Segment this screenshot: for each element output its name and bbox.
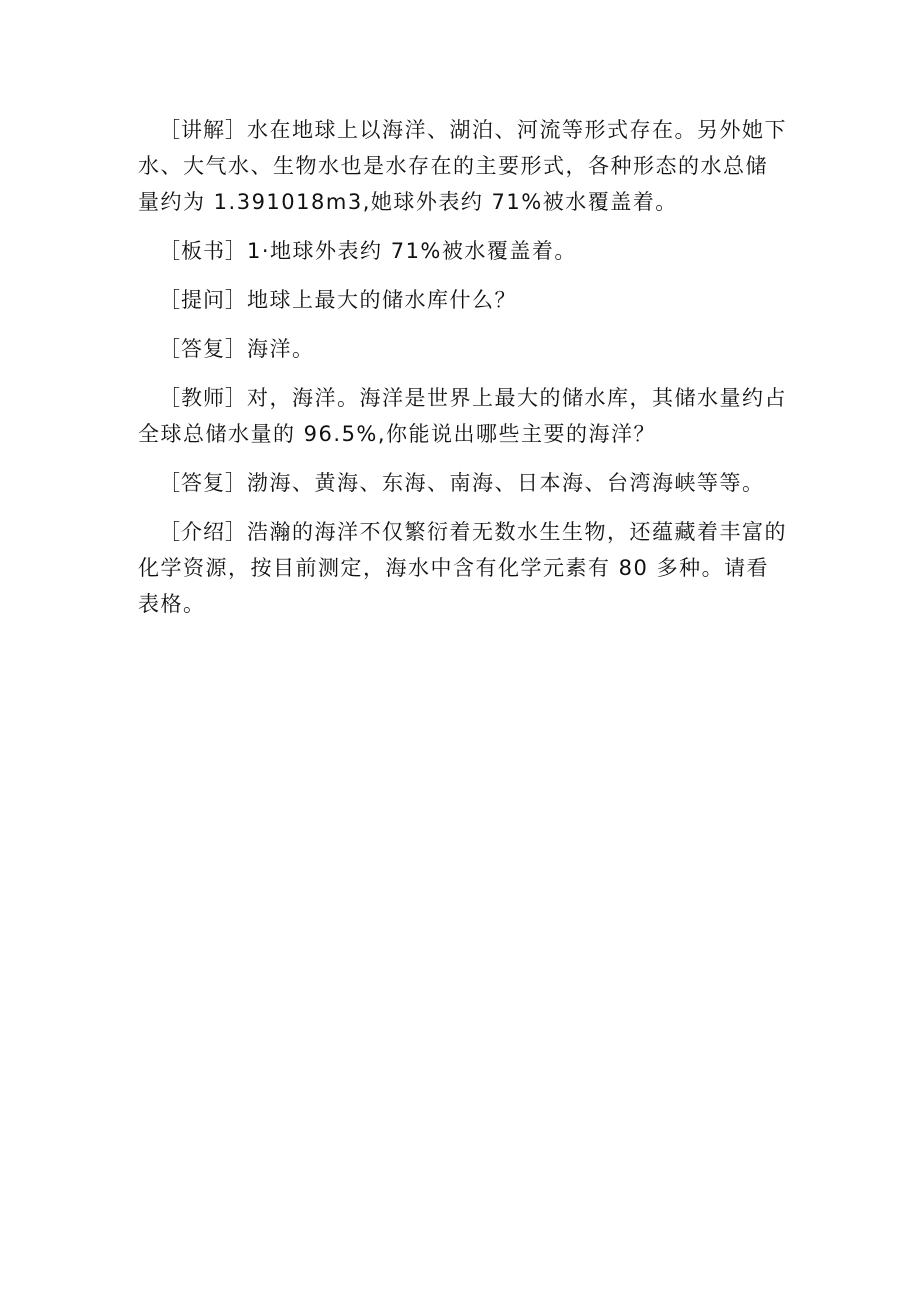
paragraph-answer xyxy=(138,465,788,501)
paragraph-text: 浩瀚的海洋不仅繁衍着无数水生生物，还蕴藏着丰富的化学资源，按目前测定，海水中含有化学元素有 80 多种。请看表格。 xyxy=(138,520,787,616)
paragraph-tag: ［答复］ xyxy=(159,337,247,361)
paragraph-tag: ［教师］ xyxy=(159,386,247,410)
paragraph-tag: ［板书］ xyxy=(159,239,247,263)
paragraph-board-note xyxy=(138,233,788,269)
paragraph-teacher xyxy=(138,380,788,452)
paragraph-lecture xyxy=(138,112,788,220)
paragraph-tag: ［答复］ xyxy=(159,471,247,495)
paragraph-text: 1·地球外表约 71%被水覆盖着。 xyxy=(247,239,577,263)
paragraph-text: 地球上最大的储水库什么？ xyxy=(247,288,517,312)
paragraph-tag: ［讲解］ xyxy=(159,118,247,142)
paragraph-tag: ［介绍］ xyxy=(159,520,247,544)
paragraph-text: 水在地球上以海洋、湖泊、河流等形式存在。另外她下水、大气水、生物水也是水存在的主要形式，各种形态的水总储量约为 1.391018m3,她球外表约 71%被水覆盖着。 xyxy=(138,118,787,214)
paragraph-introduction xyxy=(138,514,788,622)
paragraph-tag: ［提问］ xyxy=(159,288,247,312)
paragraph-answer xyxy=(138,331,788,367)
paragraph-question xyxy=(138,282,788,318)
paragraph-text: 海洋。 xyxy=(247,337,315,361)
paragraph-text: 渤海、黄海、东海、南海、日本海、台湾海峡等等。 xyxy=(247,471,765,495)
document-body xyxy=(138,112,788,635)
paragraph-text: 对，海洋。海洋是世界上最大的储水库，其储水量约占全球总储水量的 96.5%,你能说出哪些主要的海洋？ xyxy=(138,386,787,446)
